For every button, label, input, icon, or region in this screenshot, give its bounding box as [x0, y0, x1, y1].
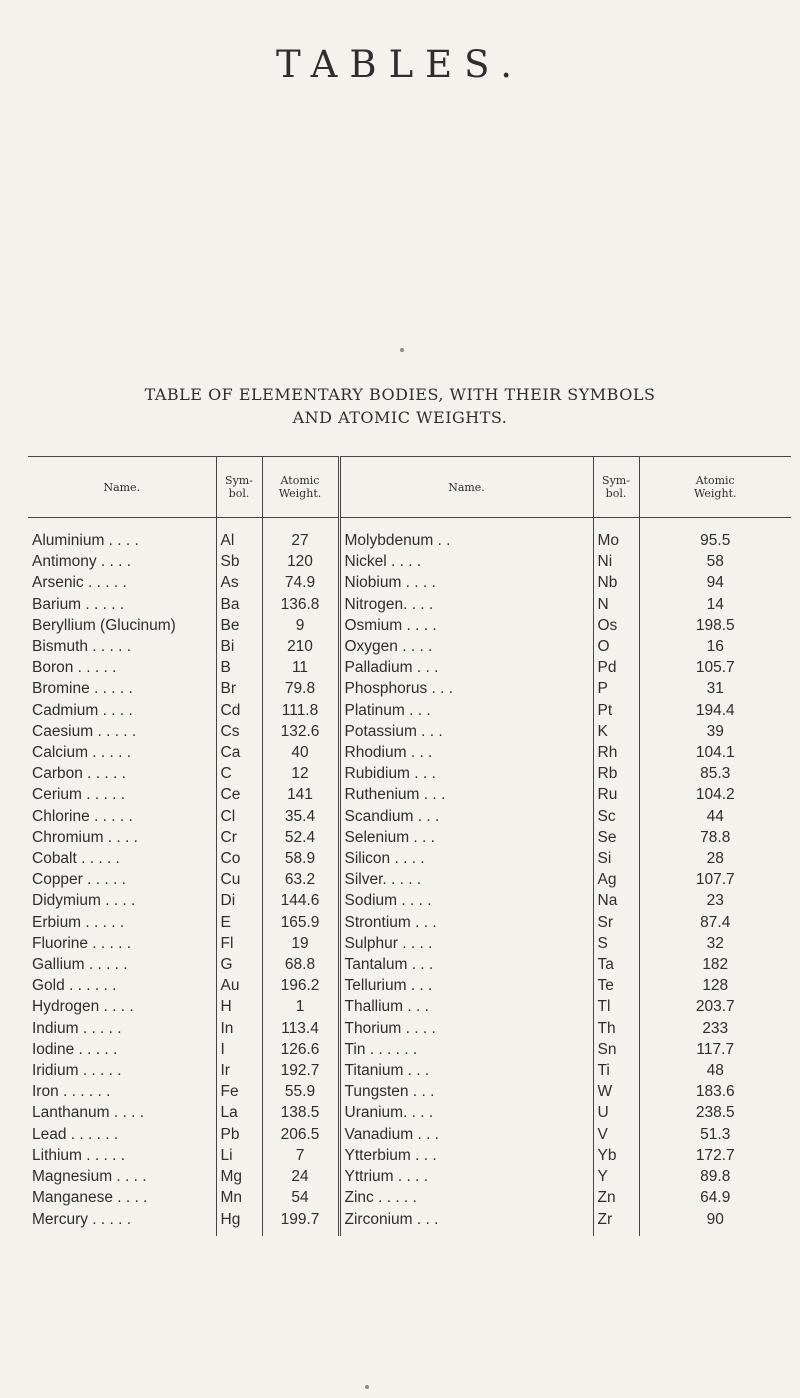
- table-row: [28, 848, 791, 869]
- element-symbol: Bi: [216, 636, 262, 657]
- element-name: Thorium . . . .: [339, 1018, 593, 1039]
- table-header-row: [28, 457, 791, 518]
- atomic-weight: 104.1: [639, 742, 791, 763]
- element-symbol: E: [216, 912, 262, 933]
- element-name: Cerium . . . . .: [32, 786, 126, 804]
- header-weight-line-1: Atomic: [695, 474, 735, 487]
- table-row: [28, 657, 791, 678]
- atomic-weight: 138.5: [262, 1102, 339, 1123]
- atomic-weight: 40: [262, 742, 339, 763]
- atomic-weight: 111.8: [262, 700, 339, 721]
- element-name: Erbium . . . . .: [32, 913, 125, 931]
- element-name: Calcium . . . . .: [32, 744, 132, 762]
- table-row: [28, 594, 791, 615]
- atomic-weight: 117.7: [639, 1039, 791, 1060]
- element-symbol: Ti: [593, 1060, 639, 1081]
- atomic-weight: 172.7: [639, 1145, 791, 1166]
- atomic-weight: 35.4: [262, 806, 339, 827]
- ornament-dot: [365, 1385, 369, 1389]
- atomic-weight: 144.6: [262, 890, 339, 911]
- element-symbol: Os: [593, 615, 639, 636]
- element-symbol: Sc: [593, 806, 639, 827]
- atomic-weight: 14: [639, 594, 791, 615]
- element-name: Magnesium . . . .: [32, 1168, 147, 1186]
- atomic-weight: 94: [639, 572, 791, 593]
- atomic-weight: 63.2: [262, 869, 339, 890]
- atomic-weight: 210: [262, 636, 339, 657]
- element-name: Copper . . . . .: [32, 871, 126, 889]
- element-symbol: S: [593, 933, 639, 954]
- atomic-weight: 79.8: [262, 678, 339, 699]
- element-name: Indium . . . . .: [32, 1019, 122, 1037]
- element-name: Titanium . . .: [339, 1060, 593, 1081]
- atomic-weight: 7: [262, 1145, 339, 1166]
- table-row: [28, 678, 791, 699]
- element-symbol: Te: [593, 975, 639, 996]
- element-name: Rubidium . . .: [339, 763, 593, 784]
- atomic-weight: 44: [639, 806, 791, 827]
- element-symbol: Be: [216, 615, 262, 636]
- header-weight-line-1: Atomic: [280, 474, 320, 487]
- atomic-weight: 196.2: [262, 975, 339, 996]
- element-symbol: Sr: [593, 912, 639, 933]
- atomic-weight: 78.8: [639, 827, 791, 848]
- atomic-weight: 136.8: [262, 594, 339, 615]
- element-name: Fluorine . . . . .: [32, 934, 132, 952]
- element-name: Yttrium . . . .: [339, 1166, 593, 1187]
- table-title-line-1: TABLE OF ELEMENTARY BODIES, WITH THEIR SYMBOLS: [144, 385, 656, 404]
- table-row: [28, 700, 791, 721]
- element-name: Lead . . . . . .: [32, 1125, 119, 1143]
- table-row: [28, 721, 791, 742]
- element-symbol: Rh: [593, 742, 639, 763]
- table-row: [28, 1039, 791, 1060]
- element-symbol: Co: [216, 848, 262, 869]
- table-row: [28, 912, 791, 933]
- element-name: Antimony . . . .: [32, 553, 132, 571]
- atomic-weight: 58: [639, 551, 791, 572]
- element-symbol: Pt: [593, 700, 639, 721]
- atomic-weight: 104.2: [639, 784, 791, 805]
- header-symbol-line-2: bol.: [228, 487, 250, 500]
- element-symbol: Ca: [216, 742, 262, 763]
- element-symbol: Mo: [593, 518, 639, 552]
- header-symbol-line-2: bol.: [605, 487, 627, 500]
- element-symbol: Y: [593, 1166, 639, 1187]
- element-symbol: P: [593, 678, 639, 699]
- atomic-weight: 183.6: [639, 1081, 791, 1102]
- atomic-weight: 95.5: [639, 518, 791, 552]
- table-row: [28, 1081, 791, 1102]
- atomic-weight: 12: [262, 763, 339, 784]
- header-weight-left: [262, 457, 339, 518]
- atomic-weight: 120: [262, 551, 339, 572]
- element-symbol: Sn: [593, 1039, 639, 1060]
- element-name: Iodine . . . . .: [32, 1040, 118, 1058]
- element-name: Nitrogen. . . .: [339, 594, 593, 615]
- atomic-weight: 28: [639, 848, 791, 869]
- table-row: [28, 933, 791, 954]
- element-name: Palladium . . .: [339, 657, 593, 678]
- atomic-weight: 87.4: [639, 912, 791, 933]
- element-symbol: Di: [216, 890, 262, 911]
- table-row: [28, 890, 791, 911]
- table-row: [28, 869, 791, 890]
- element-name: Beryllium (Glucinum): [32, 616, 176, 634]
- header-symbol-right: [593, 457, 639, 518]
- element-symbol: Cu: [216, 869, 262, 890]
- element-name: Barium . . . . .: [32, 595, 125, 613]
- atomic-weight: 23: [639, 890, 791, 911]
- element-name: Tellurium . . .: [339, 975, 593, 996]
- element-symbol: Ba: [216, 594, 262, 615]
- element-symbol: Nb: [593, 572, 639, 593]
- table-row: [28, 954, 791, 975]
- element-name: Oxygen . . . .: [339, 636, 593, 657]
- atomic-weight: 165.9: [262, 912, 339, 933]
- element-symbol: Se: [593, 827, 639, 848]
- table-row: [28, 827, 791, 848]
- elements-table: [28, 456, 791, 1236]
- element-name: Zirconium . . .: [339, 1209, 593, 1236]
- atomic-weight: 24: [262, 1166, 339, 1187]
- element-symbol: Zn: [593, 1187, 639, 1208]
- element-symbol: Cd: [216, 700, 262, 721]
- atomic-weight: 89.8: [639, 1166, 791, 1187]
- element-name: Sodium . . . .: [339, 890, 593, 911]
- atomic-weight: 64.9: [639, 1187, 791, 1208]
- atomic-weight: 54: [262, 1187, 339, 1208]
- atomic-weight: 182: [639, 954, 791, 975]
- element-name: Phosphorus . . .: [339, 678, 593, 699]
- element-name: Boron . . . . .: [32, 659, 117, 677]
- element-symbol: I: [216, 1039, 262, 1060]
- atomic-weight: 107.7: [639, 869, 791, 890]
- element-name: Lithium . . . . .: [32, 1146, 126, 1164]
- atomic-weight: 85.3: [639, 763, 791, 784]
- table-title-line-2: AND ATOMIC WEIGHTS.: [292, 408, 508, 427]
- table-row: [28, 975, 791, 996]
- atomic-weight: 198.5: [639, 615, 791, 636]
- header-symbol-line-1: Sym-: [225, 474, 253, 487]
- element-symbol: H: [216, 996, 262, 1017]
- element-name: Thallium . . .: [339, 996, 593, 1017]
- element-symbol: Rb: [593, 763, 639, 784]
- element-name: Iridium . . . . .: [32, 1062, 122, 1080]
- element-name: Zinc . . . . .: [339, 1187, 593, 1208]
- element-symbol: Pd: [593, 657, 639, 678]
- atomic-weight: 126.6: [262, 1039, 339, 1060]
- atomic-weight: 128: [639, 975, 791, 996]
- element-symbol: Ta: [593, 954, 639, 975]
- atomic-weight: 203.7: [639, 996, 791, 1017]
- element-symbol: O: [593, 636, 639, 657]
- atomic-weight: 141: [262, 784, 339, 805]
- element-symbol: Mg: [216, 1166, 262, 1187]
- element-symbol: K: [593, 721, 639, 742]
- element-name: Iron . . . . . .: [32, 1083, 111, 1101]
- table-row: [28, 1018, 791, 1039]
- element-symbol: Cl: [216, 806, 262, 827]
- table-row: [28, 1187, 791, 1208]
- element-symbol: La: [216, 1102, 262, 1123]
- atomic-weight: 105.7: [639, 657, 791, 678]
- element-name: Selenium . . .: [339, 827, 593, 848]
- element-name: Niobium . . . .: [339, 572, 593, 593]
- atomic-weight: 31: [639, 678, 791, 699]
- element-symbol: U: [593, 1102, 639, 1123]
- atomic-weight: 1: [262, 996, 339, 1017]
- atomic-weight: 32: [639, 933, 791, 954]
- atomic-weight: 27: [262, 518, 339, 552]
- atomic-weight: 11: [262, 657, 339, 678]
- element-name: Silicon . . . .: [339, 848, 593, 869]
- element-name: Gold . . . . . .: [32, 977, 117, 995]
- element-name: Nickel . . . .: [339, 551, 593, 572]
- ornament-dot: [400, 348, 404, 352]
- atomic-weight: 233: [639, 1018, 791, 1039]
- atomic-weight: 19: [262, 933, 339, 954]
- header-symbol-line-1: Sym-: [602, 474, 630, 487]
- table-row: [28, 1060, 791, 1081]
- table-row: [28, 806, 791, 827]
- element-symbol: Zr: [593, 1209, 639, 1236]
- table-row: [28, 551, 791, 572]
- header-weight-line-2: Weight.: [694, 487, 737, 500]
- table-row: [28, 636, 791, 657]
- element-symbol: Sb: [216, 551, 262, 572]
- table-row: [28, 763, 791, 784]
- header-weight-right: [639, 457, 791, 518]
- element-symbol: Mn: [216, 1187, 262, 1208]
- element-name: Molybdenum . .: [339, 518, 593, 552]
- element-name: Cobalt . . . . .: [32, 850, 120, 868]
- element-name: Tantalum . . .: [339, 954, 593, 975]
- element-name: Chromium . . . .: [32, 828, 138, 846]
- element-symbol: V: [593, 1124, 639, 1145]
- table-row: [28, 996, 791, 1017]
- element-symbol: In: [216, 1018, 262, 1039]
- element-name: Potassium . . .: [339, 721, 593, 742]
- atomic-weight: 9: [262, 615, 339, 636]
- element-symbol: Ir: [216, 1060, 262, 1081]
- element-name: Lanthanum . . . .: [32, 1104, 145, 1122]
- atomic-weight: 132.6: [262, 721, 339, 742]
- element-name: Uranium. . . .: [339, 1102, 593, 1123]
- table-row: [28, 1145, 791, 1166]
- table-row: [28, 1124, 791, 1145]
- element-name: Gallium . . . . .: [32, 956, 128, 974]
- element-name: Chlorine . . . . .: [32, 807, 133, 825]
- atomic-weight: 74.9: [262, 572, 339, 593]
- element-symbol: Fe: [216, 1081, 262, 1102]
- table-row: [28, 572, 791, 593]
- table-row: [28, 1209, 791, 1236]
- atomic-weight: 68.8: [262, 954, 339, 975]
- element-symbol: Th: [593, 1018, 639, 1039]
- table-row: [28, 1102, 791, 1123]
- element-symbol: Li: [216, 1145, 262, 1166]
- header-symbol-left: [216, 457, 262, 518]
- atomic-weight: 194.4: [639, 700, 791, 721]
- element-name: Cadmium . . . .: [32, 701, 133, 719]
- atomic-weight: 16: [639, 636, 791, 657]
- atomic-weight: 113.4: [262, 1018, 339, 1039]
- element-symbol: Hg: [216, 1209, 262, 1236]
- element-symbol: Fl: [216, 933, 262, 954]
- element-name: Strontium . . .: [339, 912, 593, 933]
- element-symbol: Ag: [593, 869, 639, 890]
- element-symbol: Br: [216, 678, 262, 699]
- element-name: Aluminium . . . .: [32, 532, 139, 549]
- table-row: [28, 518, 791, 552]
- element-name: Platinum . . .: [339, 700, 593, 721]
- atomic-weight: 55.9: [262, 1081, 339, 1102]
- table-row: [28, 784, 791, 805]
- element-symbol: N: [593, 594, 639, 615]
- element-symbol: Ru: [593, 784, 639, 805]
- element-symbol: G: [216, 954, 262, 975]
- element-name: Bromine . . . . .: [32, 680, 133, 698]
- element-symbol: Au: [216, 975, 262, 996]
- atomic-weight: 58.9: [262, 848, 339, 869]
- table-row: [28, 615, 791, 636]
- element-name: Scandium . . .: [339, 806, 593, 827]
- element-name: Mercury . . . . .: [32, 1210, 132, 1228]
- element-name: Hydrogen . . . .: [32, 998, 134, 1016]
- element-name: Manganese . . . .: [32, 1189, 148, 1207]
- element-name: Silver. . . . .: [339, 869, 593, 890]
- element-name: Ruthenium . . .: [339, 784, 593, 805]
- element-name: Tungsten . . .: [339, 1081, 593, 1102]
- element-name: Rhodium . . .: [339, 742, 593, 763]
- element-symbol: Na: [593, 890, 639, 911]
- atomic-weight: 238.5: [639, 1102, 791, 1123]
- atomic-weight: 206.5: [262, 1124, 339, 1145]
- element-symbol: Ce: [216, 784, 262, 805]
- element-symbol: Si: [593, 848, 639, 869]
- atomic-weight: 192.7: [262, 1060, 339, 1081]
- element-symbol: C: [216, 763, 262, 784]
- table-title: [0, 383, 800, 429]
- element-symbol: B: [216, 657, 262, 678]
- element-symbol: As: [216, 572, 262, 593]
- atomic-weight: 199.7: [262, 1209, 339, 1236]
- element-symbol: Al: [216, 518, 262, 552]
- element-symbol: Cs: [216, 721, 262, 742]
- atomic-weight: 51.3: [639, 1124, 791, 1145]
- page-heading: TABLES.: [276, 43, 524, 86]
- table-row: [28, 742, 791, 763]
- header-weight-line-2: Weight.: [278, 487, 322, 500]
- header-name-left: Name.: [28, 457, 216, 518]
- element-name: Tin . . . . . .: [339, 1039, 593, 1060]
- element-symbol: Ni: [593, 551, 639, 572]
- element-name: Caesium . . . . .: [32, 722, 137, 740]
- table-row: [28, 1166, 791, 1187]
- element-name: Vanadium . . .: [339, 1124, 593, 1145]
- atomic-weight: 39: [639, 721, 791, 742]
- element-name: Osmium . . . .: [339, 615, 593, 636]
- header-name-right: Name.: [339, 457, 593, 518]
- element-name: Arsenic . . . . .: [32, 574, 127, 592]
- element-name: Ytterbium . . .: [339, 1145, 593, 1166]
- element-name: Didymium . . . .: [32, 892, 136, 910]
- element-symbol: Cr: [216, 827, 262, 848]
- atomic-weight: 52.4: [262, 827, 339, 848]
- atomic-weight: 90: [639, 1209, 791, 1236]
- element-name: Carbon . . . . .: [32, 765, 126, 783]
- element-symbol: W: [593, 1081, 639, 1102]
- element-symbol: Pb: [216, 1124, 262, 1145]
- element-symbol: Yb: [593, 1145, 639, 1166]
- atomic-weight: 48: [639, 1060, 791, 1081]
- element-name: Bismuth . . . . .: [32, 638, 132, 656]
- element-symbol: Tl: [593, 996, 639, 1017]
- element-name: Sulphur . . . .: [339, 933, 593, 954]
